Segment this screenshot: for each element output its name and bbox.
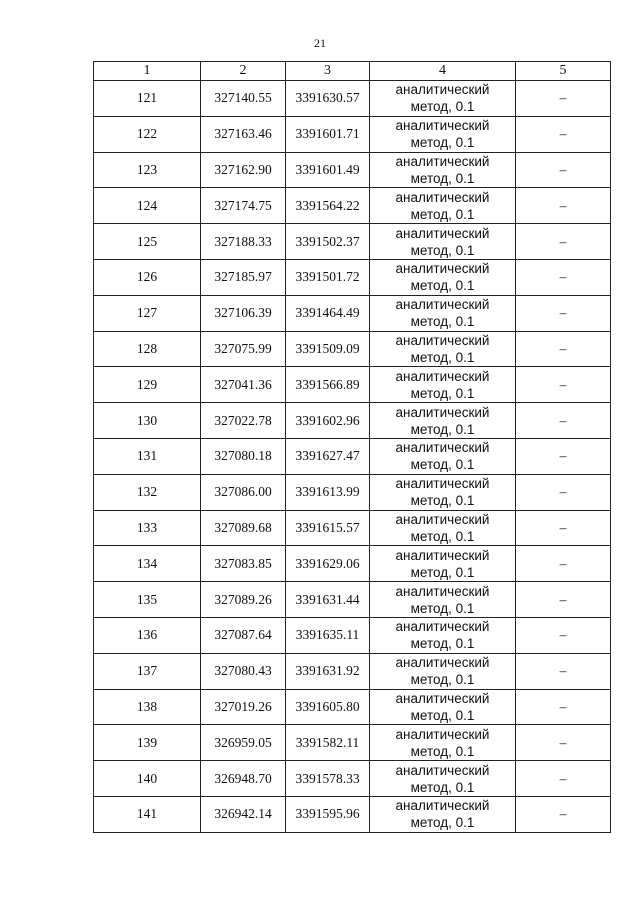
method-name: аналитический (395, 153, 490, 169)
method-cell (370, 796, 516, 832)
note-cell: – (516, 689, 611, 725)
method-name: аналитический (395, 82, 490, 98)
note-cell: – (516, 188, 611, 224)
method-name: аналитический (395, 440, 490, 456)
table-row (94, 224, 611, 260)
table-header-row (94, 62, 611, 81)
note-cell: – (516, 259, 611, 295)
table-row (94, 295, 611, 331)
method-cell (370, 725, 516, 761)
x-coordinate-cell: 327185.97 (201, 259, 286, 295)
x-coordinate-cell: 326948.70 (201, 761, 286, 797)
point-number-cell: 130 (94, 403, 201, 439)
table-row (94, 367, 611, 403)
method-cell (370, 331, 516, 367)
y-coordinate-cell: 3391629.06 (286, 546, 370, 582)
x-coordinate-cell: 327086.00 (201, 474, 286, 510)
header-col-2: 2 (201, 62, 286, 81)
method-accuracy: метод, 0.1 (410, 385, 475, 401)
note-cell: – (516, 510, 611, 546)
x-coordinate-cell: 327162.90 (201, 152, 286, 188)
method-accuracy: метод, 0.1 (410, 564, 475, 580)
method-name: аналитический (395, 368, 490, 384)
note-cell: – (516, 725, 611, 761)
method-cell (370, 510, 516, 546)
method-accuracy: метод, 0.1 (410, 672, 475, 688)
method-accuracy: метод, 0.1 (410, 528, 475, 544)
point-number-cell: 141 (94, 796, 201, 832)
method-name: аналитический (395, 655, 490, 671)
method-accuracy: метод, 0.1 (410, 743, 475, 759)
table-row (94, 796, 611, 832)
y-coordinate-cell: 3391613.99 (286, 474, 370, 510)
y-coordinate-cell: 3391601.49 (286, 152, 370, 188)
method-cell (370, 116, 516, 152)
note-cell: – (516, 653, 611, 689)
method-name: аналитический (395, 189, 490, 205)
method-accuracy: метод, 0.1 (410, 314, 475, 330)
note-cell: – (516, 331, 611, 367)
method-cell (370, 81, 516, 117)
point-number-cell: 125 (94, 224, 201, 260)
point-number-cell: 136 (94, 617, 201, 653)
table-row (94, 403, 611, 439)
y-coordinate-cell: 3391601.71 (286, 116, 370, 152)
table-row (94, 689, 611, 725)
method-cell (370, 438, 516, 474)
point-number-cell: 126 (94, 259, 201, 295)
method-name: аналитический (395, 225, 490, 241)
method-cell (370, 367, 516, 403)
x-coordinate-cell: 327089.68 (201, 510, 286, 546)
method-accuracy: метод, 0.1 (410, 421, 475, 437)
point-number-cell: 131 (94, 438, 201, 474)
y-coordinate-cell: 3391501.72 (286, 259, 370, 295)
method-cell (370, 403, 516, 439)
page-number: 21 (314, 36, 326, 50)
method-name: аналитический (395, 726, 490, 742)
point-number-cell: 134 (94, 546, 201, 582)
point-number-cell: 135 (94, 582, 201, 618)
point-number-cell: 128 (94, 331, 201, 367)
coordinates-table (93, 61, 611, 833)
method-cell (370, 188, 516, 224)
table-row (94, 331, 611, 367)
point-number-cell: 140 (94, 761, 201, 797)
table-row (94, 653, 611, 689)
note-cell: – (516, 474, 611, 510)
note-cell: – (516, 116, 611, 152)
table-row (94, 152, 611, 188)
method-name: аналитический (395, 690, 490, 706)
y-coordinate-cell: 3391595.96 (286, 796, 370, 832)
method-cell (370, 295, 516, 331)
note-cell: – (516, 796, 611, 832)
y-coordinate-cell: 3391635.11 (286, 617, 370, 653)
table-row (94, 474, 611, 510)
y-coordinate-cell: 3391627.47 (286, 438, 370, 474)
note-cell: – (516, 438, 611, 474)
point-number-cell: 124 (94, 188, 201, 224)
method-cell (370, 689, 516, 725)
y-coordinate-cell: 3391602.96 (286, 403, 370, 439)
table-row (94, 438, 611, 474)
point-number-cell: 138 (94, 689, 201, 725)
x-coordinate-cell: 327106.39 (201, 295, 286, 331)
table-row (94, 116, 611, 152)
table-row (94, 188, 611, 224)
note-cell: – (516, 81, 611, 117)
method-accuracy: метод, 0.1 (410, 278, 475, 294)
x-coordinate-cell: 327163.46 (201, 116, 286, 152)
header-col-3: 3 (286, 62, 370, 81)
x-coordinate-cell: 326959.05 (201, 725, 286, 761)
y-coordinate-cell: 3391582.11 (286, 725, 370, 761)
method-cell (370, 582, 516, 618)
method-cell (370, 224, 516, 260)
method-name: аналитический (395, 511, 490, 527)
note-cell: – (516, 617, 611, 653)
x-coordinate-cell: 327140.55 (201, 81, 286, 117)
method-accuracy: метод, 0.1 (410, 493, 475, 509)
method-cell (370, 152, 516, 188)
method-cell (370, 653, 516, 689)
method-name: аналитический (395, 798, 490, 814)
x-coordinate-cell: 327019.26 (201, 689, 286, 725)
x-coordinate-cell: 327089.26 (201, 582, 286, 618)
x-coordinate-cell: 326942.14 (201, 796, 286, 832)
method-cell (370, 259, 516, 295)
x-coordinate-cell: 327041.36 (201, 367, 286, 403)
method-name: аналитический (395, 547, 490, 563)
y-coordinate-cell: 3391605.80 (286, 689, 370, 725)
method-accuracy: метод, 0.1 (410, 242, 475, 258)
y-coordinate-cell: 3391502.37 (286, 224, 370, 260)
y-coordinate-cell: 3391578.33 (286, 761, 370, 797)
x-coordinate-cell: 327174.75 (201, 188, 286, 224)
x-coordinate-cell: 327080.18 (201, 438, 286, 474)
note-cell: – (516, 403, 611, 439)
table-row (94, 582, 611, 618)
method-cell (370, 761, 516, 797)
note-cell: – (516, 582, 611, 618)
x-coordinate-cell: 327083.85 (201, 546, 286, 582)
method-name: аналитический (395, 297, 490, 313)
y-coordinate-cell: 3391631.44 (286, 582, 370, 618)
point-number-cell: 133 (94, 510, 201, 546)
point-number-cell: 129 (94, 367, 201, 403)
x-coordinate-cell: 327075.99 (201, 331, 286, 367)
table-row (94, 725, 611, 761)
method-name: аналитический (395, 404, 490, 420)
method-accuracy: метод, 0.1 (410, 457, 475, 473)
method-cell (370, 617, 516, 653)
x-coordinate-cell: 327087.64 (201, 617, 286, 653)
point-number-cell: 132 (94, 474, 201, 510)
point-number-cell: 123 (94, 152, 201, 188)
y-coordinate-cell: 3391631.92 (286, 653, 370, 689)
method-accuracy: метод, 0.1 (410, 707, 475, 723)
method-accuracy: метод, 0.1 (410, 170, 475, 186)
method-name: аналитический (395, 261, 490, 277)
table-row (94, 510, 611, 546)
y-coordinate-cell: 3391464.49 (286, 295, 370, 331)
point-number-cell: 137 (94, 653, 201, 689)
method-name: аналитический (395, 583, 490, 599)
table-row (94, 617, 611, 653)
method-accuracy: метод, 0.1 (410, 349, 475, 365)
method-accuracy: метод, 0.1 (410, 815, 475, 831)
x-coordinate-cell: 327080.43 (201, 653, 286, 689)
table-row (94, 761, 611, 797)
point-number-cell: 127 (94, 295, 201, 331)
method-accuracy: метод, 0.1 (410, 600, 475, 616)
method-accuracy: метод, 0.1 (410, 779, 475, 795)
method-cell (370, 474, 516, 510)
point-number-cell: 122 (94, 116, 201, 152)
header-col-5: 5 (516, 62, 611, 81)
method-name: аналитический (395, 332, 490, 348)
x-coordinate-cell: 327188.33 (201, 224, 286, 260)
method-name: аналитический (395, 762, 490, 778)
table-row (94, 259, 611, 295)
note-cell: – (516, 152, 611, 188)
note-cell: – (516, 224, 611, 260)
method-name: аналитический (395, 619, 490, 635)
y-coordinate-cell: 3391566.89 (286, 367, 370, 403)
method-accuracy: метод, 0.1 (410, 99, 475, 115)
note-cell: – (516, 546, 611, 582)
point-number-cell: 121 (94, 81, 201, 117)
method-accuracy: метод, 0.1 (410, 636, 475, 652)
note-cell: – (516, 761, 611, 797)
note-cell: – (516, 295, 611, 331)
method-name: аналитический (395, 118, 490, 134)
header-col-4: 4 (370, 62, 516, 81)
table-row (94, 81, 611, 117)
y-coordinate-cell: 3391509.09 (286, 331, 370, 367)
y-coordinate-cell: 3391630.57 (286, 81, 370, 117)
method-name: аналитический (395, 476, 490, 492)
method-accuracy: метод, 0.1 (410, 135, 475, 151)
note-cell: – (516, 367, 611, 403)
y-coordinate-cell: 3391615.57 (286, 510, 370, 546)
header-col-1: 1 (94, 62, 201, 81)
method-accuracy: метод, 0.1 (410, 206, 475, 222)
table-row (94, 546, 611, 582)
y-coordinate-cell: 3391564.22 (286, 188, 370, 224)
point-number-cell: 139 (94, 725, 201, 761)
x-coordinate-cell: 327022.78 (201, 403, 286, 439)
method-cell (370, 546, 516, 582)
